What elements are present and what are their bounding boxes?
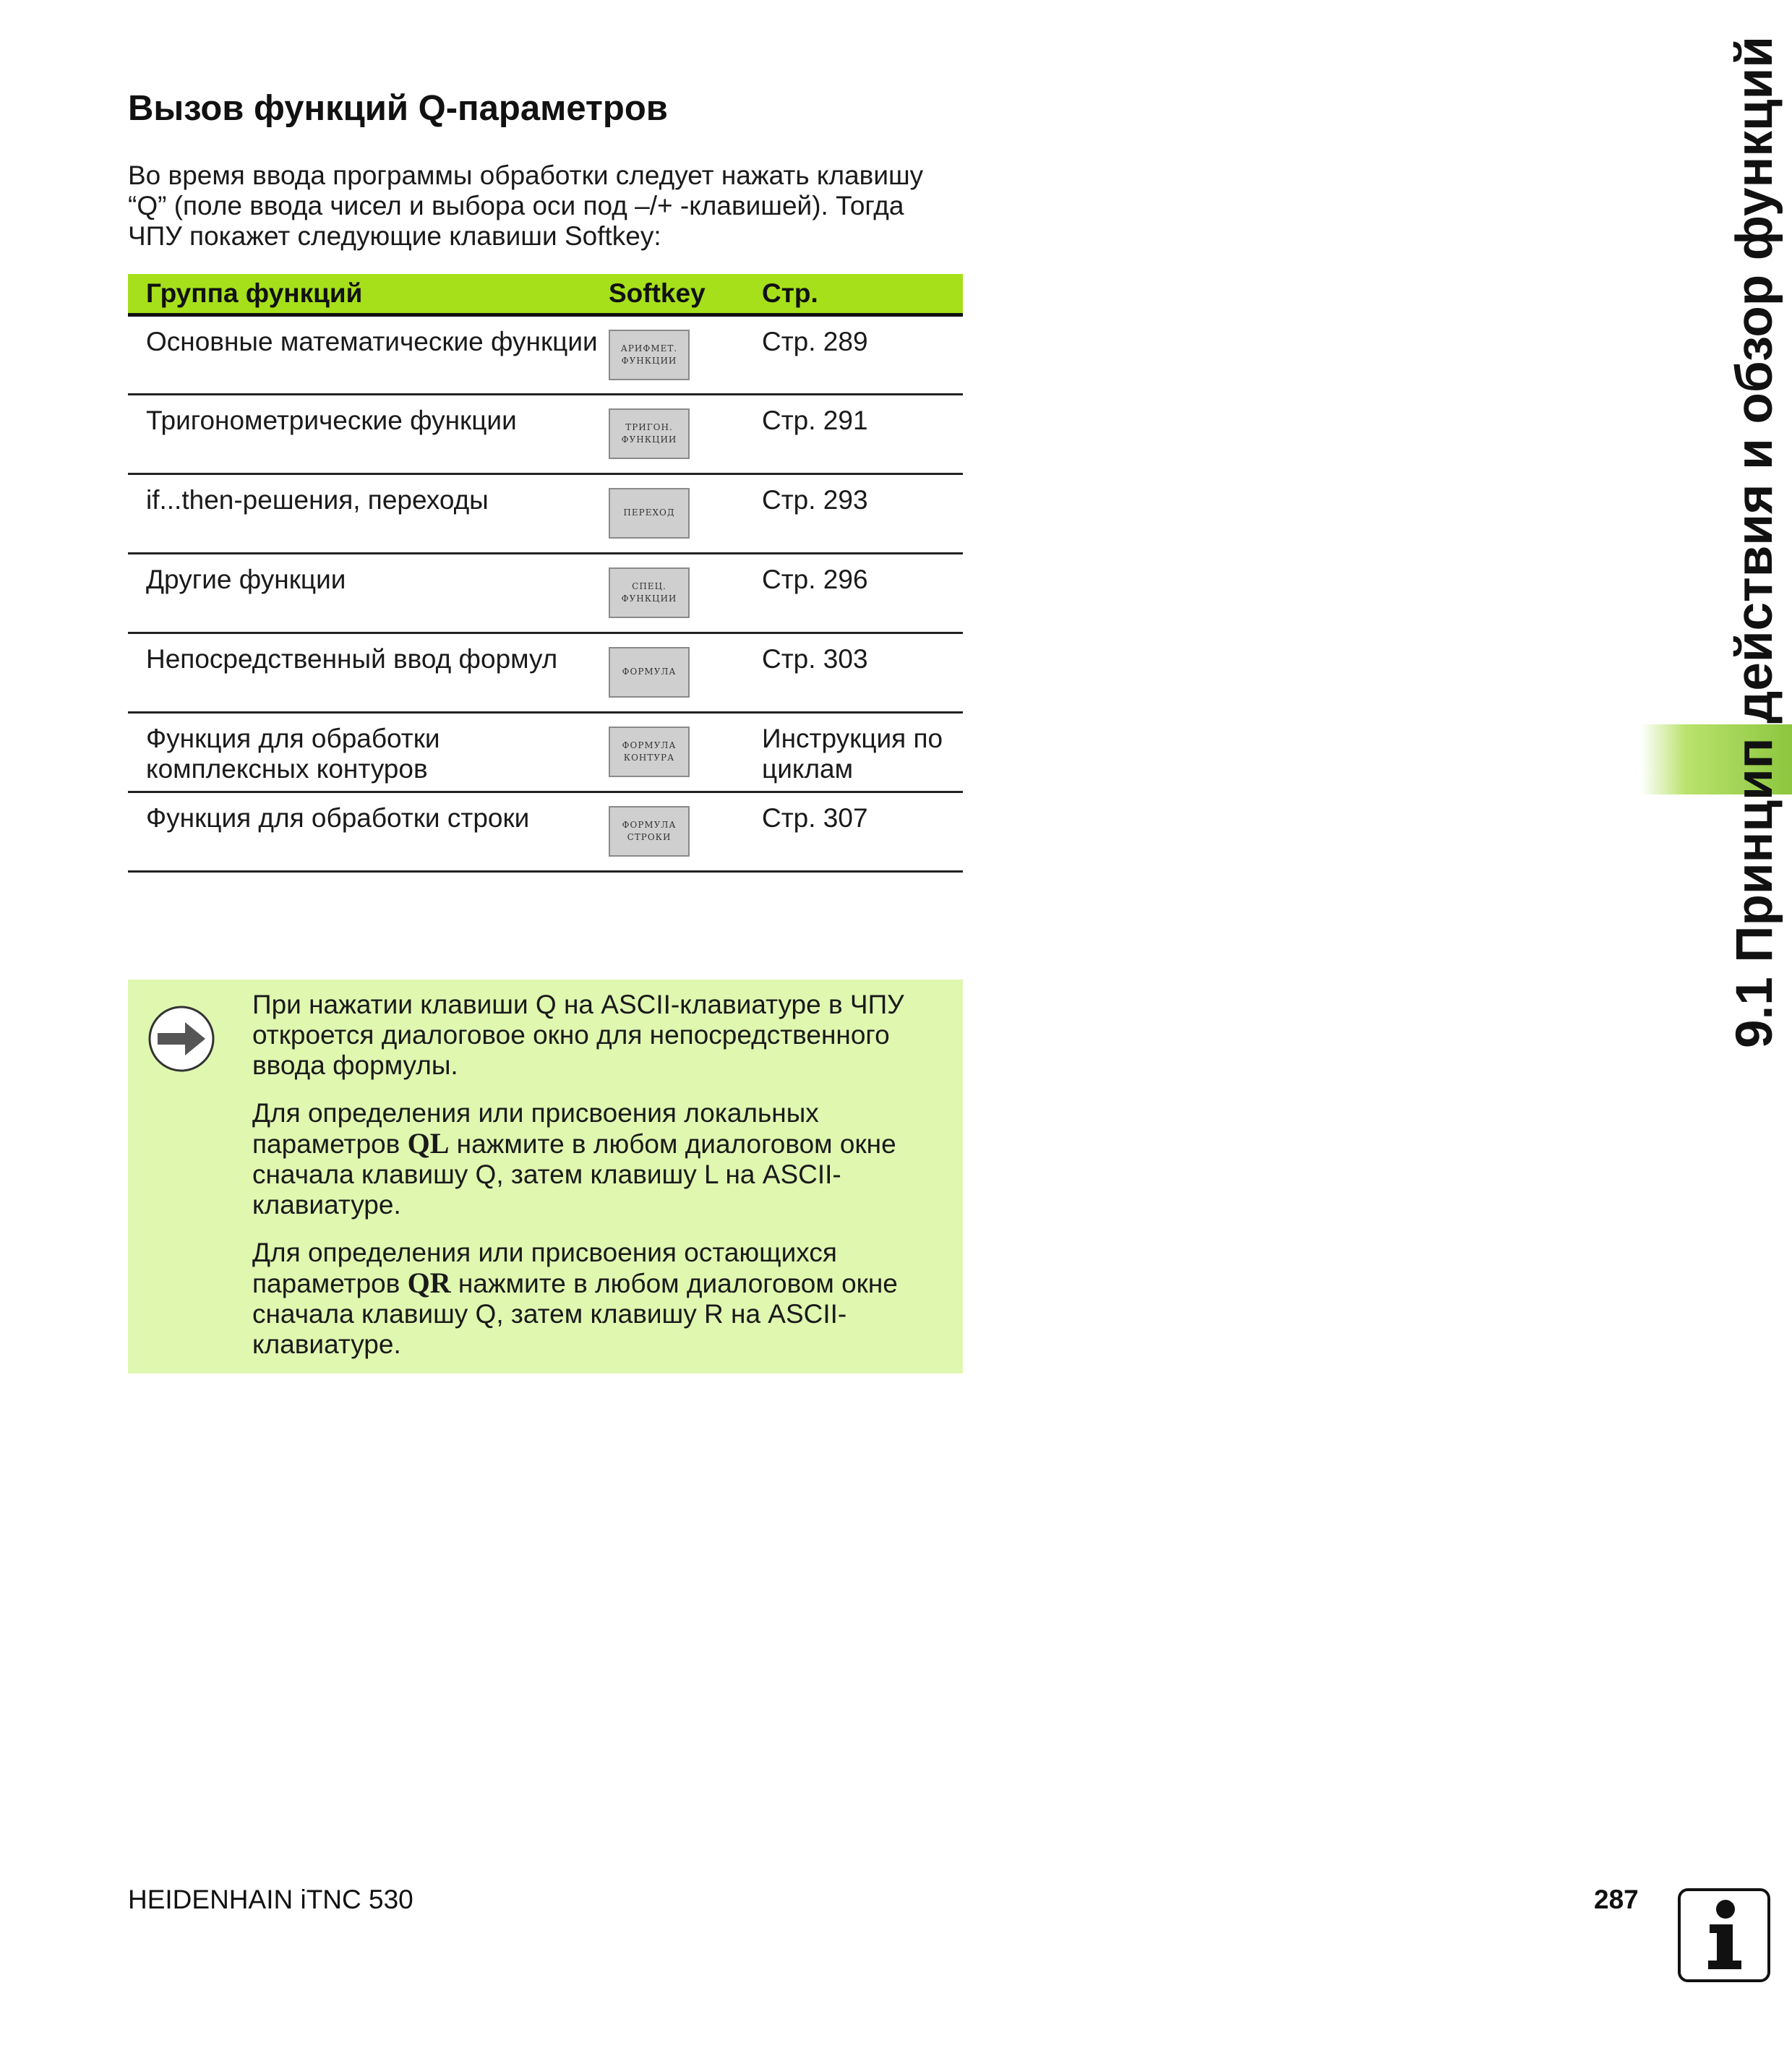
softkey-label: ТРИГОН. <box>625 421 673 432</box>
header-softkey: Softkey <box>609 274 762 314</box>
function-group-cell: Тригонометрические функции <box>128 394 609 474</box>
function-group-cell: Основные математические функции <box>128 314 609 394</box>
arrow-right-icon <box>147 1005 215 1073</box>
softkey-arithmetic-functions[interactable] <box>609 330 690 380</box>
softkey-label: СТРОКИ <box>627 831 672 842</box>
page-reference-cell: Стр. 303 <box>762 633 963 712</box>
page-reference-cell: Стр. 293 <box>762 474 963 553</box>
table-row <box>128 394 963 474</box>
param-ql: QL <box>407 1127 450 1160</box>
softkey-trigonometric-functions[interactable] <box>609 408 690 459</box>
table-row <box>128 712 963 792</box>
softkey-label: ФУНКЦИИ <box>621 593 677 604</box>
page-reference-cell: Стр. 291 <box>762 394 963 474</box>
table-row <box>128 474 963 553</box>
function-table <box>128 274 963 873</box>
function-group-cell: Непосредственный ввод формул <box>128 633 609 712</box>
param-qr: QR <box>407 1267 451 1299</box>
softkey-label: ФОРМУЛА <box>622 667 677 677</box>
table-row <box>128 553 963 633</box>
page-title: Вызов функций Q-параметров <box>128 89 668 128</box>
table-row <box>128 792 963 871</box>
softkey-label: ПЕРЕХОД <box>623 507 675 518</box>
softkey-label: ФУНКЦИИ <box>621 434 677 445</box>
intro-paragraph: Во время ввода программы обработки следует нажать клавишу “Q” (поле ввода чисел и выбора оси под –/+ -клавишей). Тогда ЧПУ покажет следующие клавиши Softkey: <box>128 160 924 251</box>
page-reference-cell: Стр. 289 <box>762 314 963 394</box>
softkey-special-functions[interactable] <box>609 567 690 618</box>
info-icon <box>1678 1888 1770 1982</box>
softkey-string-formula[interactable] <box>609 806 690 857</box>
page-reference-cell: Стр. 296 <box>762 553 963 633</box>
function-group-cell: if...then-решения, переходы <box>128 474 609 553</box>
note-paragraph: При нажатии клавиши Q на ASCII-клавиатуре в ЧПУ откроется диалоговое окно для непосредственного ввода формулы. <box>252 990 904 1080</box>
function-group-cell: Функция для обработки строки <box>128 792 609 871</box>
table-row <box>128 314 963 394</box>
header-page: Стр. <box>762 274 963 314</box>
note-paragraph: Для определения или присвоения остающихся параметров QR нажмите в любом диалоговом окне сначала клавишу Q, затем клавишу R на ASCII-клавиатуре. <box>252 1238 898 1359</box>
softkey-contour-formula[interactable] <box>609 727 690 777</box>
page-reference-cell: Инструкция по циклам <box>762 712 963 792</box>
function-group-cell: Другие функции <box>128 553 609 633</box>
softkey-label: АРИФМЕТ. <box>620 343 678 354</box>
page-reference-cell: Стр. 307 <box>762 792 963 871</box>
softkey-label: ФОРМУЛА <box>622 740 677 750</box>
note-text <box>252 990 946 1377</box>
footer-product: HEIDENHAIN iTNC 530 <box>128 1885 413 1914</box>
function-group-cell: Функция для обработки комплексных контуров <box>128 712 609 792</box>
chapter-title: 9.1 Принцип действия и обзор функций <box>1726 36 1783 1048</box>
note-paragraph: Для определения или присвоения локальных параметров QL нажмите в любом диалоговом окне сначала клавишу Q, затем клавишу L на ASCII-клавиатуре. <box>252 1098 896 1220</box>
note-box <box>128 980 963 1374</box>
page-number: 287 <box>1594 1885 1639 1914</box>
softkey-formula[interactable] <box>609 647 690 698</box>
table-row <box>128 633 963 712</box>
softkey-label: ФОРМУЛА <box>622 819 677 830</box>
header-function-group: Группа функций <box>128 274 609 314</box>
softkey-label: СПЕЦ. <box>632 580 666 591</box>
info-glyph <box>1681 1891 1767 1979</box>
table-header-row <box>128 274 963 314</box>
softkey-label: КОНТУРА <box>623 752 675 763</box>
softkey-label: ФУНКЦИИ <box>621 355 677 366</box>
softkey-jump[interactable] <box>609 488 690 539</box>
